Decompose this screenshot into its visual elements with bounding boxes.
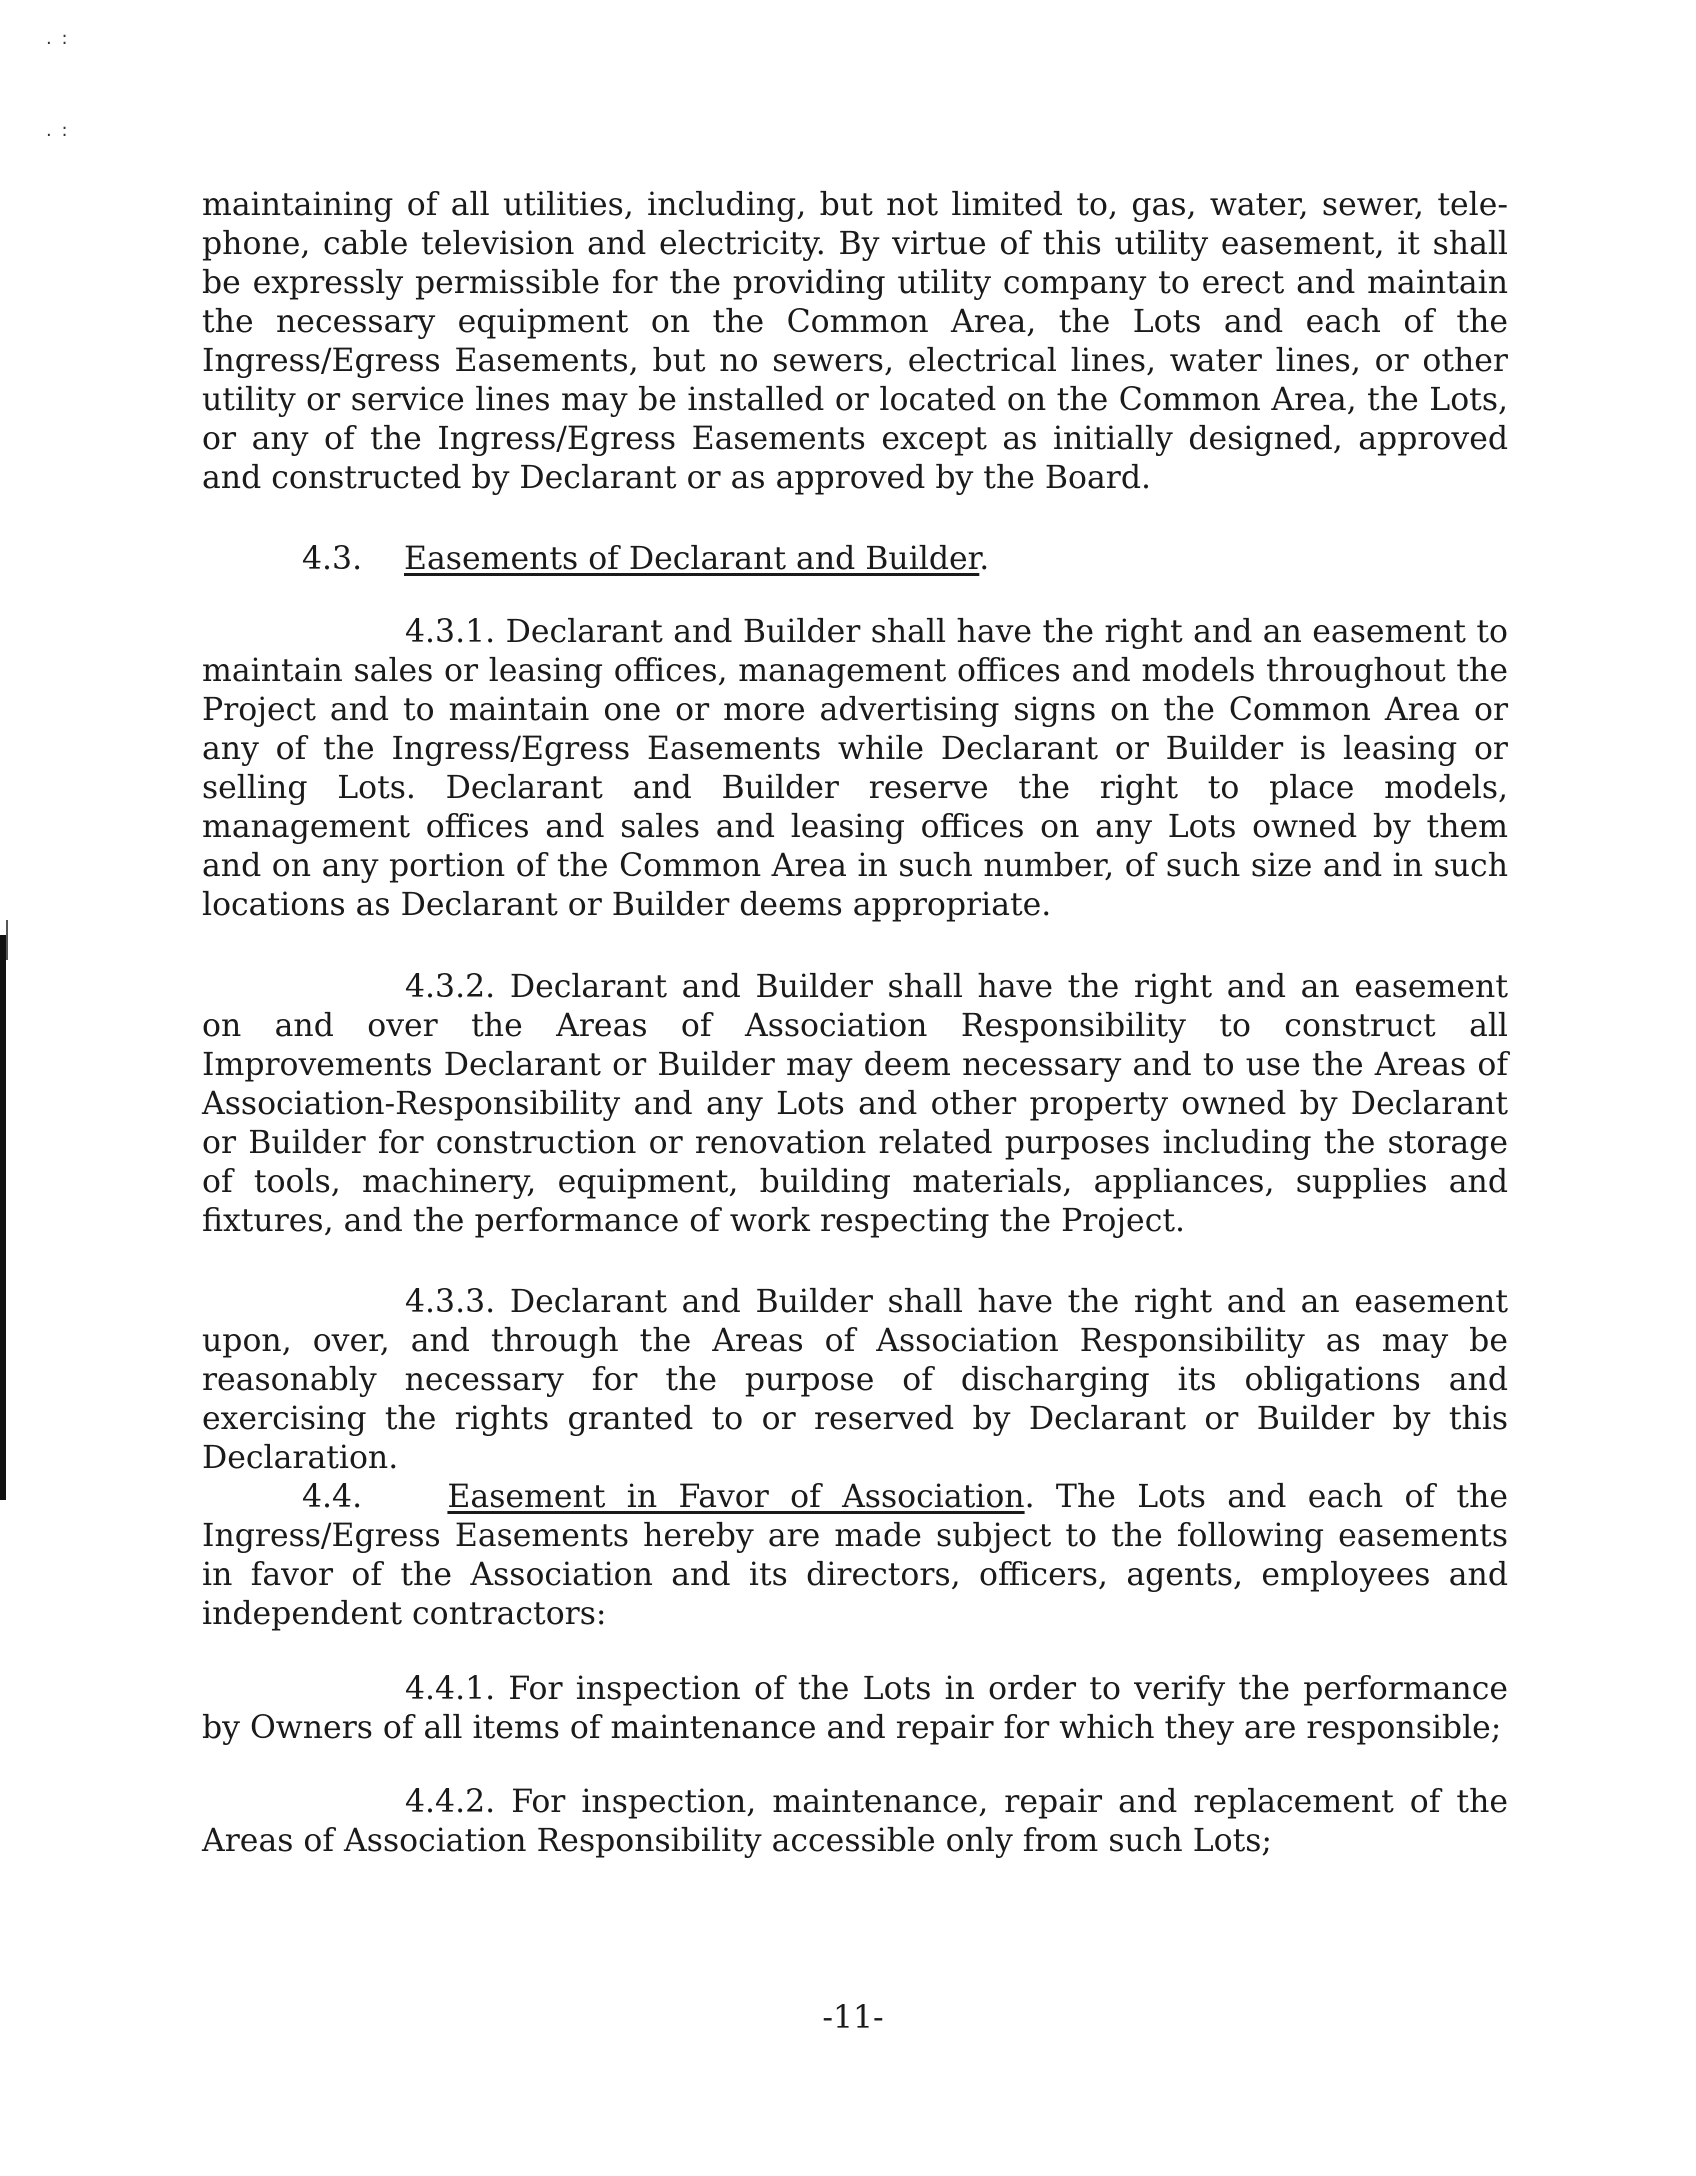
paragraph-text: Declarant and Builder shall have the right and an easement on and over the Areas of Association Responsibility to construct all Improvements Declarant or Builder may deem necessary and to use the Areas of Association-Responsibility and any Lots and other property owned by Declarant or Builder for construction or renovation related purposes including the storage of tools, machinery, equipment, building materials, appliances, supplies and fixtures, and the performance of work respecting the Project. <box>202 969 1508 1239</box>
section-4-3-heading <box>202 540 1608 579</box>
paragraph-4-3-3 <box>202 1283 1508 1478</box>
paragraph-4-4-1 <box>202 1670 1508 1748</box>
paragraph-text: For inspection of the Lots in order to verify the performance by Owners of all items of maintenance and repair for which they are responsible; <box>202 1671 1508 1746</box>
section-number: 4.3.3. <box>405 1284 496 1320</box>
paragraph-text: For inspection, maintenance, repair and replacement of the Areas of Association Responsibility accessible only from such Lots; <box>202 1784 1509 1859</box>
paragraph-4-3-1 <box>202 613 1508 925</box>
margin-scan-tick <box>6 920 8 960</box>
paragraph-text: Declarant and Builder shall have the right and an easement upon, over, and through the Areas of Association Responsibility as may be reasonably necessary for the purpose of discharging its obligations and exercising the rights granted to or reserved by Declarant or Builder by this Declaration. <box>202 1284 1508 1476</box>
paragraph-text: . The Lots and each of the Ingress/Egress Easements hereby are made subject to the following easements in favor of the Association and its directors, officers, agents, employees and independent contractors: <box>202 1479 1508 1632</box>
section-title-period: . <box>979 541 990 577</box>
section-number: 4.3.2. <box>405 969 496 1005</box>
scan-artifact-mark: . : <box>46 120 70 141</box>
page-number: -11- <box>822 2000 884 2036</box>
paragraph-utility-easement-continued: maintaining of all utilities, including, but not limited to, gas, water, sewer, tele-phone, cable television and electricity. By virtue of this utility easement, it shall be expressly permissible for the providing utility company to erect and maintain the necessary equipment on the Common Area, the Lots and each of the Ingress/Egress Easements, but no sewers, electrical lines, water lines, or other utility or service lines may be installed or located on the Common Area, the Lots, or any of the Ingress/Egress Easements except as initially designed, approved and constructed by Declarant or as approved by the Board. <box>202 187 1508 496</box>
section-number: 4.3. <box>302 541 363 577</box>
paragraph-4-4-2 <box>202 1783 1508 1861</box>
section-number: 4.4. <box>302 1479 363 1515</box>
section-number: 4.4.1. <box>405 1671 496 1707</box>
section-number: 4.4.2. <box>405 1784 496 1820</box>
section-title: Easements of Declarant and Builder <box>404 541 980 577</box>
paragraph-text: Declarant and Builder shall have the right and an easement to maintain sales or leasing offices, management offices and models throughout the Project and to maintain one or more advertising signs on the Common Area or any of the Ingress/Egress Easements while Declarant or Builder is leasing or selling Lots. Declarant and Builder reserve the right to place models, management offices and sales and leasing offices on any Lots owned by them and on any portion of the Common Area in such number, of such size and in such locations as Declarant or Builder deems appropriate. <box>202 614 1509 923</box>
scan-artifact-mark: . : <box>46 28 70 49</box>
margin-scan-bar <box>0 935 6 1500</box>
paragraph-4-4 <box>202 1478 1508 1634</box>
section-title: Easement in Favor of Association <box>447 1479 1025 1515</box>
section-number: 4.3.1. <box>405 614 496 650</box>
paragraph-4-3-2 <box>202 968 1508 1241</box>
